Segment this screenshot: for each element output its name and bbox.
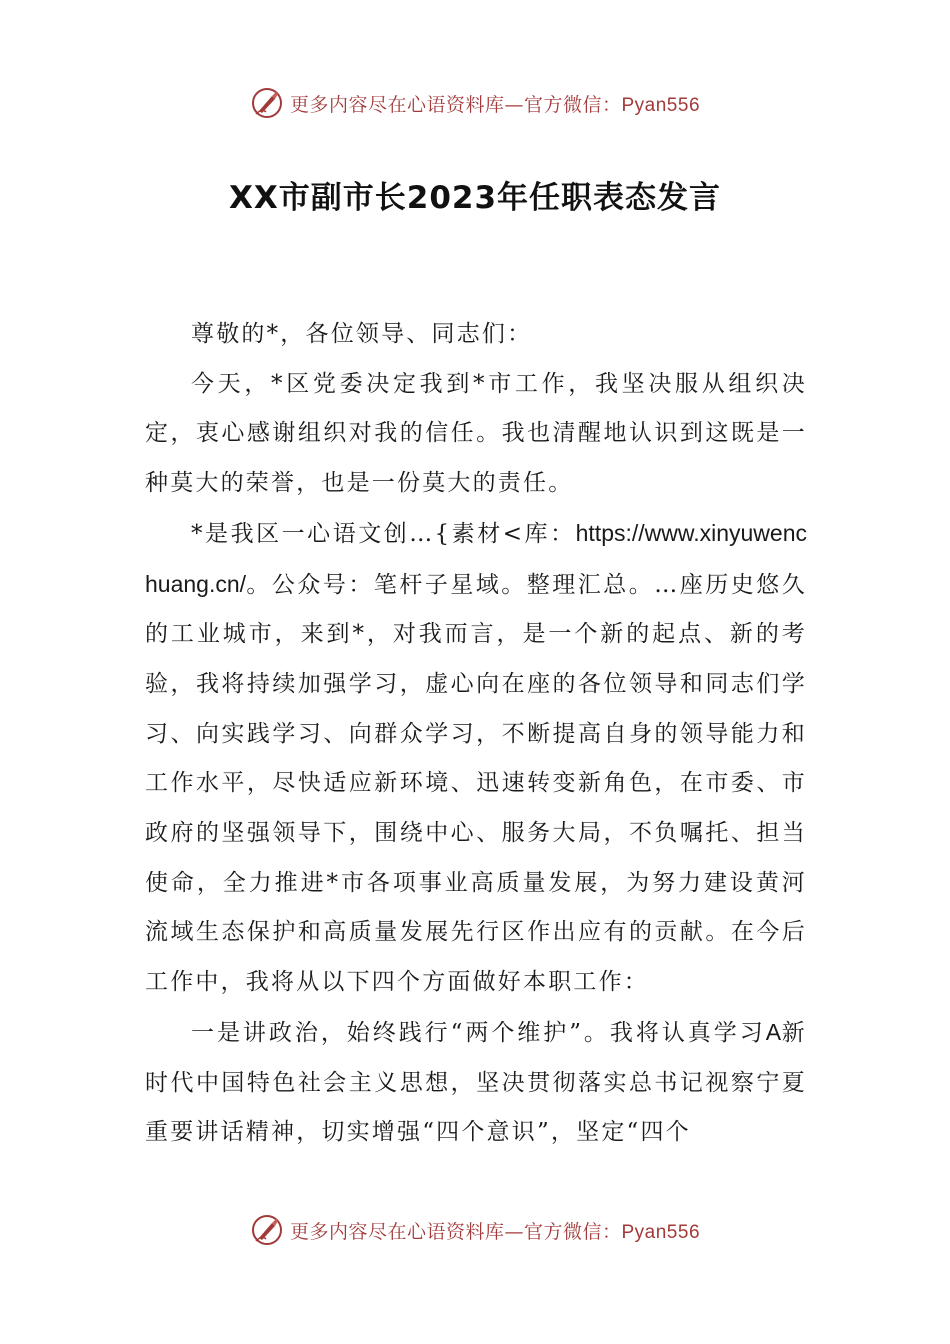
pen-logo-icon: [250, 86, 284, 120]
source-url: https://www.xinyuwenchuang.cn/: [145, 519, 807, 597]
paragraph-2: *是我区一心语文创…{素材<库：https://www.xinyuwenchuang.cn/。公众号：笔杆子星域。整理汇总。…座历史悠久的工业城市，来到*，对我而言，是一个新的起点、新的考验，我将持续加强学习，虚心向在座的各位领导和同志们学习、向实践学习、向群众学习，不断提高自身的领导能力和工作水平，尽快适应新环境、迅速转变新角色，在市委、市政府的坚强领导下，围绕中心、服务大局，不负嘱托、担当使命，全力推进*市各项事业高质量发展，为努力建设黄河流域生态保护和高质量发展先行区作出应有的贡献。在今后工作中，我将从以下四个方面做好本职工作：: [145, 519, 807, 996]
document-body: [145, 310, 807, 1158]
paragraph-1: 今天，*区党委决定我到*市工作，我坚决服从组织决定，衷心感谢组织对我的信任。我也清醒地认识到这既是一种莫大的荣誉，也是一份莫大的责任。: [145, 370, 807, 497]
pen-logo-icon: [250, 1213, 284, 1247]
banner-text: 更多内容尽在心语资料库—官方微信：Pyan556: [289, 1220, 701, 1243]
document-title: XX市副市长2023年任职表态发言: [228, 180, 722, 216]
wechat-id: Pyan556: [621, 1221, 701, 1243]
greeting: 尊敬的*，各位领导、同志们：: [191, 321, 533, 347]
banner-text: 更多内容尽在心语资料库—官方微信：Pyan556: [289, 93, 701, 116]
footer-banner: [0, 1210, 950, 1250]
wechat-id: Pyan556: [621, 94, 701, 116]
header-banner: [0, 83, 950, 123]
paragraph-3: 一是讲政治，始终践行“两个维护”。我将认真学习A新时代中国特色社会主义思想，坚决贯彻落实总书记视察宁夏重要讲话精神，切实增强“四个意识”，坚定“四个: [145, 1018, 807, 1146]
